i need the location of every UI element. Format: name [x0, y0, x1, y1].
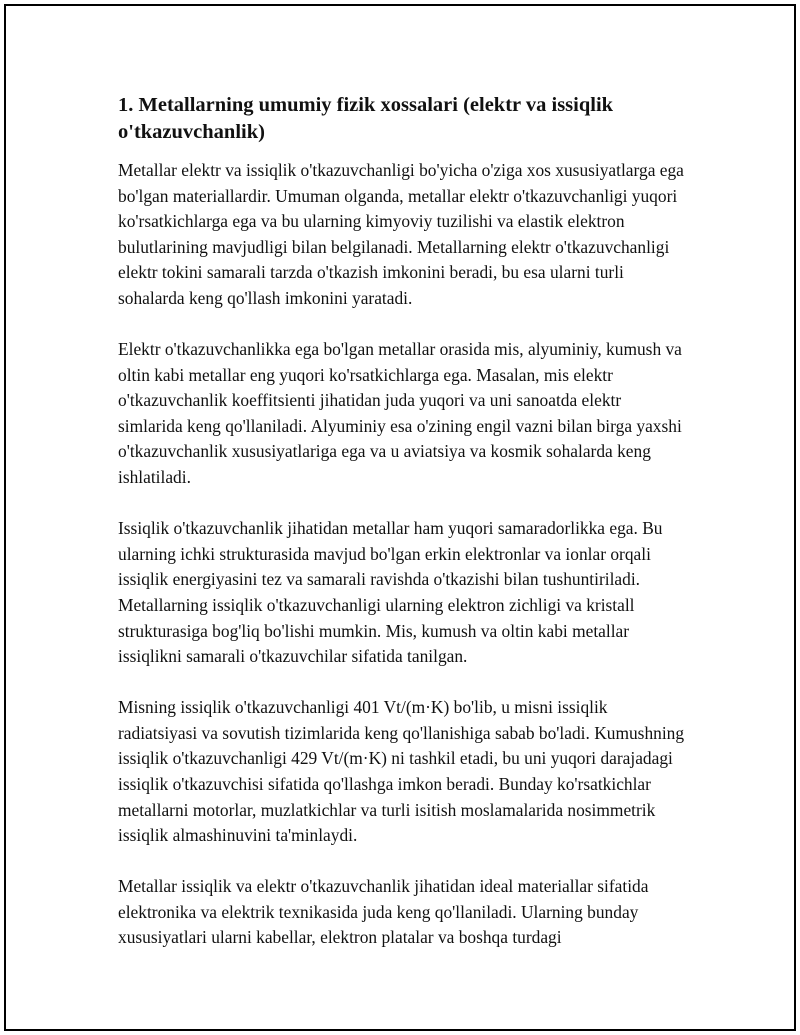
paragraph-5: Metallar issiqlik va elektr o'tkazuvchanlik jihatidan ideal materiallar sifatida elektronika va elektrik texnikasida juda keng qo'llaniladi. Ularning bunday xususiyatlari ularni kabellar, elektron platalar va boshqa turdagi [118, 876, 649, 948]
section-heading: 1. Metallarning umumiy fizik xossalari (elektr va issiqlik o'tkazuvchanlik) [118, 94, 614, 143]
paragraph-4: Misning issiqlik o'tkazuvchanligi 401 Vt/(m·K) bo'lib, u misni issiqlik radiatsiyasi va sovutish tizimlarida keng qo'llanishiga sabab bo'ladi. Kumushning issiqlik o'tkazuvchanligi 429 Vt/(m·K) ni tashkil etadi, bu uni yuqori darajadagi issiqlik o'tkazuvchisi sifatida qo'llashga imkon beradi. Bunday ko'rsatkichlar metallarni motorlar, muzlatkichlar va turli isitish moslamalarida nosimmetrik issiqlik almashinuvini ta'minlaydi. [118, 697, 685, 846]
paragraph-1: Metallar elektr va issiqlik o'tkazuvchanligi bo'yicha o'ziga xos xususiyatlarga ega bo'lgan materiallardir. Umuman olganda, metallar elektr o'tkazuvchanligi yuqori ko'rsatkichlarga ega va bu ularning kimyoviy tuzilishi va elastik elektron bulutlarining mavjudligi bilan belgilanadi. Metallarning elektr o'tkazuvchanligi elektr tokini samarali tarzda o'tkazish imkonini beradi, bu esa ularni turli sohalarda keng qo'llash imkonini yaratadi. [118, 160, 684, 308]
paragraph-3: Issiqlik o'tkazuvchanlik jihatidan metallar ham yuqori samaradorlikka ega. Bu ularning ichki strukturasida mavjud bo'lgan erkin elektronlar va ionlar orqali issiqlik energiyasini tez va samarali ravishda o'tkazishi bilan tushuntiriladi. Metallarning issiqlik o'tkazuvchanligi ularning elektron zichligi va kristall strukturasiga bog'liq bo'lishi mumkin. Mis, kumush va oltin kabi metallar issiqlikni samarali o'tkazuvchilar sifatida tanilgan. [118, 518, 663, 667]
paragraph-2: Elektr o'tkazuvchanlikka ega bo'lgan metallar orasida mis, alyuminiy, kumush va oltin kabi metallar eng yuqori ko'rsatkichlarga ega. Masalan, mis elektr o'tkazuvchanlik koeffitsienti jihatidan juda yuqori va uni sanoatda elektr simlarida keng qo'llaniladi. Alyuminiy esa o'zining engil vazni bilan birga yaxshi o'tkazuvchanlik xususiyatlariga ega va u aviatsiya va kosmik sohalarda keng ishlatiladi. [118, 339, 682, 488]
document-body [118, 92, 688, 977]
